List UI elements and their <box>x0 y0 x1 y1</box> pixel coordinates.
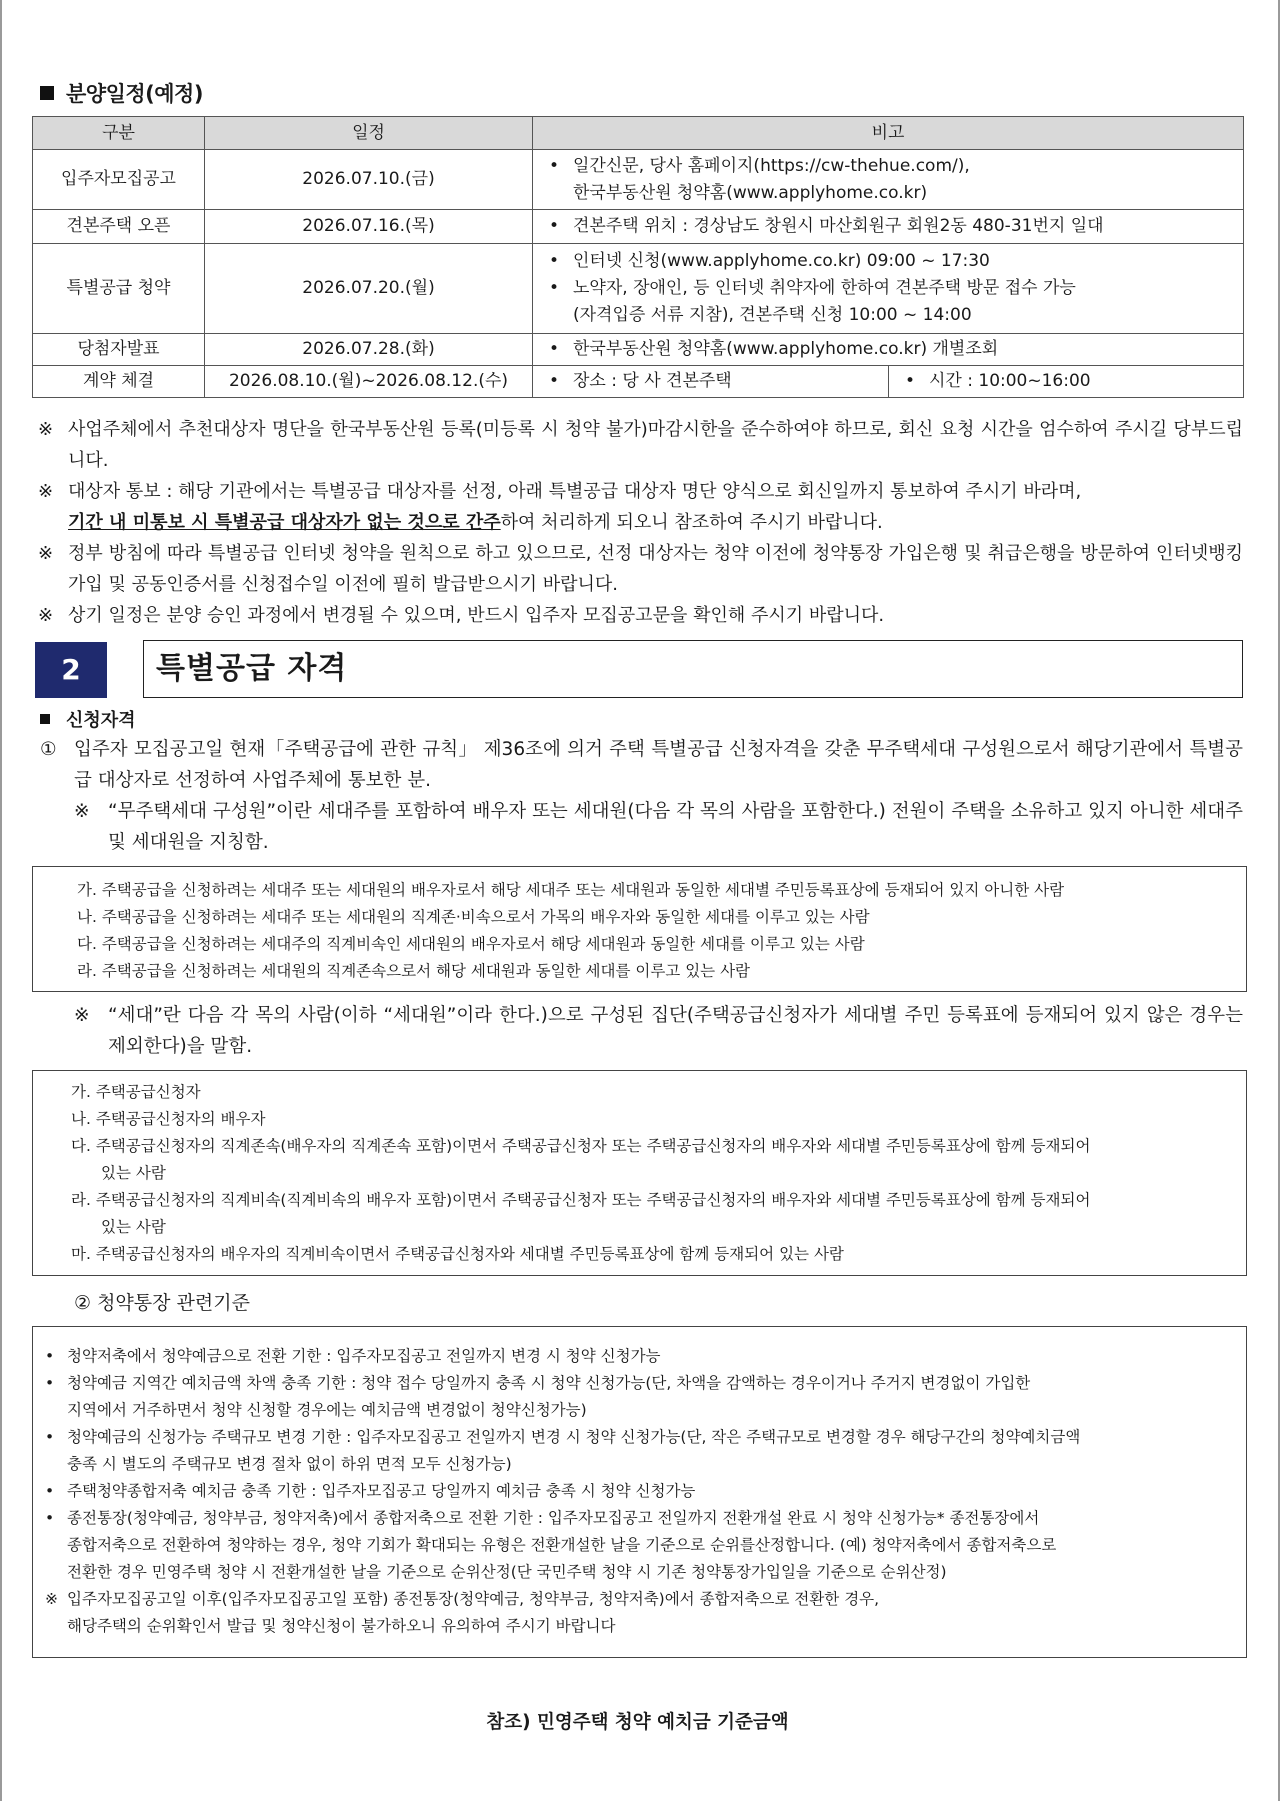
row-note-place: • 장소 : 당 사 견본주택 <box>543 368 878 395</box>
row-note: • 인터넷 신청(www.applyhome.co.kr) 09:00 ~ 17:30 <box>543 248 1233 275</box>
page-edge-left <box>0 0 2 1801</box>
row-date: 2026.07.20.(월) <box>205 244 533 334</box>
reference-mark-icon: ※ <box>74 1005 90 1026</box>
list-item: 라. 주택공급을 신청하려는 세대원의 직계존속으로서 해당 세대원과 동일한 세대를 이루고 있는 사람 <box>77 962 751 980</box>
remark-household: ※ “세대”란 다음 각 목의 사람(이하 “세대원”이라 한다.)으로 구성된 집단(주택공급신청자가 세대별 주민 등록표에 등재되어 있지 않은 경우는 제외한다)을 말함. <box>74 1000 1243 1062</box>
list-item-continuation: 있는 사람 <box>101 1164 166 1182</box>
reference-mark-icon: ※ <box>38 605 54 626</box>
reference-mark-icon: ※ <box>38 543 54 564</box>
list-item-continuation: 있는 사람 <box>101 1218 166 1236</box>
list-item: 라. 주택공급신청자의 직계비속(직계비속의 배우자 포함)이면서 주택공급신청자 또는 주택공급신청자의 배우자와 세대별 주민등록표상에 함께 등재되어 <box>71 1191 1091 1209</box>
table-row <box>33 366 1244 398</box>
subsection-heading-eligibility: 신청자격 <box>40 706 136 732</box>
chapter-number: 2 <box>35 642 107 698</box>
account-criteria-heading: ② 청약통장 관련기준 <box>74 1292 250 1314</box>
list-item: • 주택청약종합저축 예치금 충족 기한 : 입주자모집공고 당일까지 예치금 충족 시 청약 신청가능 <box>37 1478 1246 1505</box>
list-item: • 종전통장(청약예금, 청약부금, 청약저축)에서 종합저축으로 전환 기한 : 입주자모집공고 전일까지 전환개설 완료 시 청약 신청가능* 종전통장에서 <box>37 1505 1246 1532</box>
reference-mark-icon: ※ <box>74 801 90 822</box>
header-date: 일정 <box>205 117 533 150</box>
reference-title: 참조) 민영주택 청약 예치금 기준금액 <box>486 1712 789 1733</box>
table-row <box>33 210 1244 244</box>
table-row <box>33 150 1244 210</box>
note-item: ※ 상기 일정은 분양 승인 과정에서 변경될 수 있으며, 반드시 입주자 모집공고문을 확인해 주시기 바랍니다. <box>32 600 1243 631</box>
chapter-title-box <box>143 640 1243 698</box>
row-category: 계약 체결 <box>33 366 205 398</box>
schedule-table <box>32 116 1244 398</box>
list-item: • 청약예금 지역간 예치금액 차액 충족 기한 : 청약 접수 당일까지 충족 시 청약 신청가능(단, 차액을 감액하는 경우이거나 주거지 변경없이 가입한 <box>37 1370 1246 1397</box>
circled-one-icon: ① <box>40 739 57 760</box>
row-category: 견본주택 오픈 <box>33 210 205 244</box>
square-bullet-icon <box>40 714 50 724</box>
header-category: 구분 <box>33 117 205 150</box>
row-date: 2026.08.10.(월)~2026.08.12.(수) <box>205 366 533 398</box>
square-bullet-icon <box>40 86 54 100</box>
remark-item: ※ 입주자모집공고일 이후(입주자모집공고일 포함) 종전통장(청약예금, 청약부금, 청약저축)에서 종합저축으로 전환한 경우, <box>37 1586 1246 1613</box>
list-item: • 청약저축에서 청약예금으로 전환 기한 : 입주자모집공고 전일까지 변경 시 청약 신청가능 <box>37 1343 1246 1370</box>
row-note: • 한국부동산원 청약홈(www.applyhome.co.kr) 개별조회 <box>543 336 1233 363</box>
list-item: 가. 주택공급신청자 <box>71 1083 201 1101</box>
row-date: 2026.07.16.(목) <box>205 210 533 244</box>
table-row <box>33 334 1244 366</box>
eligibility-item-1: ① 입주자 모집공고일 현재「주택공급에 관한 규칙」 제36조에 의거 주택 특별공급 신청자격을 갖춘 무주택세대 구성원으로서 해당기관에서 특별공급 대상자로 선정하여 사업주체에 통보한 분. <box>40 734 1243 796</box>
row-note-time: • 시간 : 10:00~16:00 <box>899 368 1233 395</box>
section-heading-schedule: 분양일정(예정) <box>40 78 203 108</box>
household-member-box <box>32 866 1247 992</box>
table-row <box>33 244 1244 334</box>
row-date: 2026.07.10.(금) <box>205 150 533 210</box>
row-category: 당첨자발표 <box>33 334 205 366</box>
row-note: • 일간신문, 당사 홈페이지(https://cw-thehue.com/), 한국부동산원 청약홈(www.applyhome.co.kr) <box>543 153 1233 207</box>
list-item: 나. 주택공급을 신청하려는 세대주 또는 세대원의 직계존·비속으로서 가목의 배우자와 동일한 세대를 이루고 있는 사람 <box>77 908 870 926</box>
row-note: • 노약자, 장애인, 등 인터넷 취약자에 한하여 견본주택 방문 접수 가능 (자격입증 서류 지참), 견본주택 신청 10:00 ~ 14:00 <box>543 275 1233 329</box>
note-item: ※ 사업주체에서 추천대상자 명단을 한국부동산원 등록(미등록 시 청약 불가)마감시한을 준수하여야 하므로, 회신 요청 시간을 엄수하여 주시길 당부드립니다. <box>32 414 1243 476</box>
note-item: ※ 대상자 통보 : 해당 기관에서는 특별공급 대상자를 선정, 아래 특별공급 대상자 명단 양식으로 회신일까지 통보하여 주시기 바라며, 기간 내 미통보 시 특별공급 대상자가 없는 것으로 간주하여 처리하게 되오니 참조하여 주시기 바랍니다. <box>32 476 1243 538</box>
note-item: ※ 정부 방침에 따라 특별공급 인터넷 청약을 원칙으로 하고 있으므로, 선정 대상자는 청약 이전에 청약통장 가입은행 및 취급은행을 방문하여 인터넷뱅킹 가입 및 공동인증서를 신청접수일 이전에 필히 발급받으시기 바랍니다. <box>32 538 1243 600</box>
schedule-notes <box>32 414 1243 631</box>
list-item-continuation: 전환한 경우 민영주택 청약 시 전환개설한 날을 기준으로 순위산정(단 국민주택 청약 시 기존 청약통장가입일을 기준으로 순위산정) <box>67 1563 947 1581</box>
chapter-title: 특별공급 자격 <box>156 651 348 686</box>
list-item: 나. 주택공급신청자의 배우자 <box>71 1110 266 1128</box>
list-item: 가. 주택공급을 신청하려는 세대주 또는 세대원의 배우자로서 해당 세대주 또는 세대원과 동일한 세대별 주민등록표상에 등재되어 있지 아니한 사람 <box>77 881 1065 899</box>
row-category: 특별공급 청약 <box>33 244 205 334</box>
emphasis-text: 기간 내 미통보 시 특별공급 대상자가 없는 것으로 간주 <box>68 512 501 533</box>
table-header-row <box>33 117 1244 150</box>
reference-mark-icon: ※ <box>38 419 54 440</box>
list-item-continuation: 지역에서 거주하면서 청약 신청할 경우에는 예치금액 변경없이 청약신청가능) <box>67 1401 587 1419</box>
list-item-continuation: 종합저축으로 전환하여 청약하는 경우, 청약 기회가 확대되는 유형은 전환개설한 날을 기준으로 순위를산정합니다. (예) 청약저축에서 종합저축으로 <box>67 1536 1057 1554</box>
list-item: 마. 주택공급신청자의 배우자의 직계비속이면서 주택공급신청자와 세대별 주민등록표상에 함께 등재되어 있는 사람 <box>71 1245 844 1263</box>
header-notes: 비고 <box>533 117 1244 150</box>
reference-mark-icon: ※ <box>45 1590 58 1608</box>
list-item: 다. 주택공급을 신청하려는 세대주의 직계비속인 세대원의 배우자로서 해당 세대원과 동일한 세대를 이루고 있는 사람 <box>77 935 865 953</box>
account-criteria-box <box>32 1326 1247 1658</box>
list-item-continuation: 충족 시 별도의 주택규모 변경 절차 없이 하위 면적 모두 신청가능) <box>67 1455 512 1473</box>
household-definition-box <box>32 1070 1247 1276</box>
list-item: • 청약예금의 신청가능 주택규모 변경 기한 : 입주자모집공고 전일까지 변경 시 청약 신청가능(단, 작은 주택규모로 변경할 경우 해당구간의 청약예치금액 <box>37 1424 1246 1451</box>
row-note: • 견본주택 위치 : 경상남도 창원시 마산회원구 회원2동 480-31번지 일대 <box>543 213 1233 240</box>
reference-mark-icon: ※ <box>38 481 54 502</box>
row-date: 2026.07.28.(화) <box>205 334 533 366</box>
list-item: 다. 주택공급신청자의 직계존속(배우자의 직계존속 포함)이면서 주택공급신청자 또는 주택공급신청자의 배우자와 세대별 주민등록표상에 함께 등재되어 <box>71 1137 1091 1155</box>
row-category: 입주자모집공고 <box>33 150 205 210</box>
remark-household-member: ※ “무주택세대 구성원”이란 세대주를 포함하여 배우자 또는 세대원(다음 각 목의 사람을 포함한다.) 전원이 주택을 소유하고 있지 아니한 세대주 및 세대원을 지칭함. <box>74 796 1243 858</box>
remark-continuation: 해당주택의 순위확인서 발급 및 청약신청이 불가하오니 유의하여 주시기 바랍니다 <box>67 1617 616 1635</box>
